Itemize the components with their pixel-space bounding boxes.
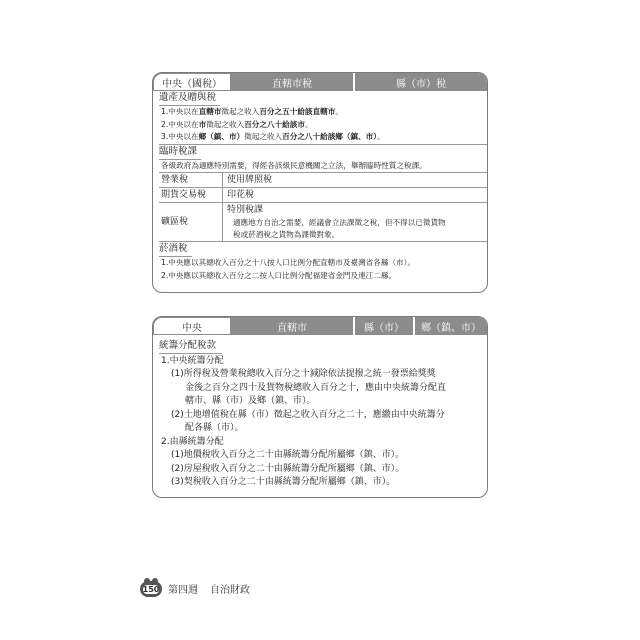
estate-tax-title: 遺產及贈與稅	[159, 91, 220, 106]
central-item-1c: 轄市、縣（市）及鄉（鎮、市）。	[185, 396, 316, 406]
estate-line-2: 2.中央以在市徵起之收入百分之八十給該市。	[161, 119, 313, 129]
mining-tax: 礦區稅	[159, 203, 223, 242]
estate-line-1: 1.中央以在直轄市徵起之收入百分之五十給該直轄市。	[161, 107, 343, 116]
special-tax-desc-1: 適應地方自治之需要，經議會立法課徵之稅，但不得以已徵貨物	[233, 218, 446, 227]
county-item-3: (3)契稅收入百分之二十由縣統籌分配所屬鄉（鎮、市）。	[171, 477, 396, 487]
tax-allocation-box	[152, 72, 488, 293]
topic-label: 自治財政	[210, 584, 250, 596]
central-item-2a: (2)土地增值稅在縣（市）徵起之收入百分之二十，應繳由中央統籌分	[171, 409, 445, 420]
estate-line-3: 3.中央以在鄉（鎮、市）徵起之收入百分之八十給該鄉（鎮、市）。	[161, 132, 385, 141]
estate-tax-section	[159, 91, 487, 145]
tax-table	[159, 173, 487, 242]
business-tax: 營業稅	[159, 173, 223, 188]
box1-body	[153, 91, 487, 282]
special-tax-cell	[223, 203, 487, 242]
box2-body	[153, 335, 487, 490]
tobacco-tax-section	[159, 242, 487, 282]
header-county: 縣（市）稅	[396, 78, 446, 90]
temporary-tax-section	[159, 145, 487, 174]
central-allocation-heading: 1.中央統籌分配	[161, 355, 224, 366]
county-item-1: (1)地價稅收入百分之二十由縣統籌分配所屬鄉（鎮、市）。	[171, 450, 405, 460]
shared-revenue-title: 統籌分配稅款	[159, 339, 222, 354]
tobacco-line-2: 2.中央應以其總收入百分之二按人口比例分配福建省金門及連江二縣。	[161, 270, 397, 280]
header2-county: 縣（市）	[355, 317, 415, 335]
page-number-badge	[140, 578, 162, 598]
tobacco-tax-title: 菸酒稅	[159, 242, 192, 257]
header2-central: 中央	[153, 317, 231, 335]
temporary-tax-text: 各級政府為適應特別需要，得經各該級民意機關之立法，舉辦臨時性質之稅課。	[161, 160, 427, 170]
tobacco-line-1: 1.中央應以其總收入百分之十八按人口比例分配直轄市及臺灣省各縣（市）。	[161, 258, 416, 267]
license-tax: 使用牌照稅	[223, 173, 487, 188]
central-item-1b: 金後之百分之四十及貨物稅總收入百分之十，應由中央統籌分配直	[185, 382, 447, 393]
futures-tax: 期貨交易稅	[159, 188, 223, 203]
central-item-2b: 配各縣（市）。	[185, 423, 244, 433]
stamp-tax: 印花稅	[223, 188, 487, 203]
tax-level-header	[153, 73, 487, 91]
county-allocation-heading: 2.由縣統籌分配	[161, 436, 224, 447]
county-item-2: (2)房屋稅收入百分之二十由縣統籌分配所屬鄉（鎮、市）。	[171, 463, 405, 474]
header2-township: 鄉（鎮、市）	[421, 322, 481, 334]
header-municipality: 直轄市稅	[231, 73, 355, 91]
header-central: 中央（國稅）	[153, 73, 231, 91]
special-tax-desc-2: 稅或菸酒稅之貨物為課徵對象。	[233, 230, 340, 239]
temporary-tax-title: 臨時稅課	[159, 145, 201, 160]
central-item-1a: (1)所得稅及營業稅總收入百分之十減除依法提撥之統一發票給獎獎	[171, 369, 436, 379]
revenue-level-header	[153, 317, 487, 335]
page-footer	[140, 578, 250, 598]
shared-revenue-box	[152, 316, 488, 498]
chapter-label: 第四週	[168, 584, 198, 596]
header2-municipality: 直轄市	[231, 317, 355, 335]
page-number: 150	[142, 585, 160, 594]
special-tax-title: 特別稅課	[227, 205, 264, 215]
